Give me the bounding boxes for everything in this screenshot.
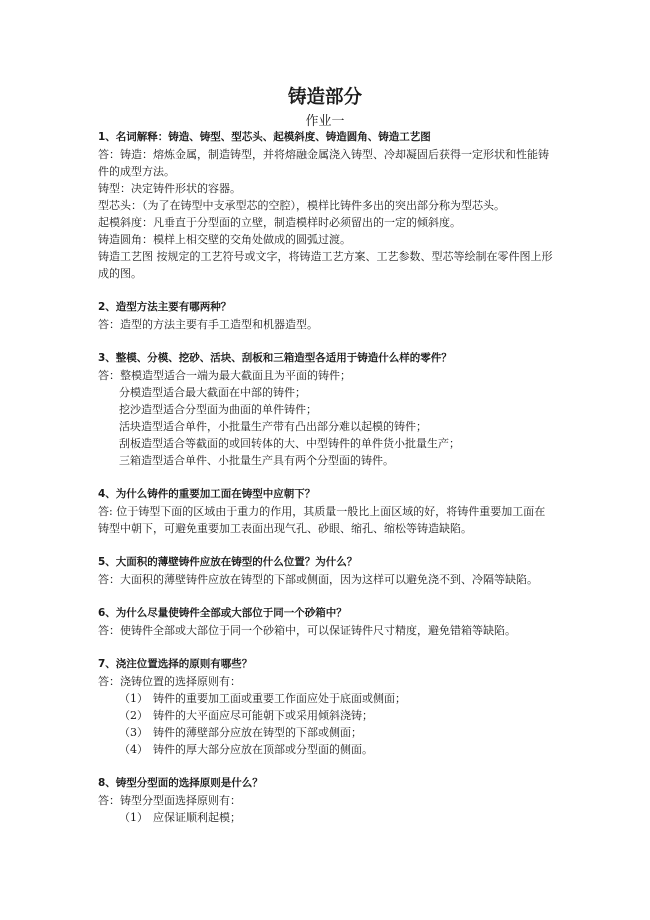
answer-3-line-2: 分模造型适合最大截面在中部的铸件； [119, 386, 306, 399]
list-item [98, 724, 556, 741]
list-item [98, 690, 556, 707]
answer-8-intro: 答：铸型分型面选择原则有： [98, 794, 241, 807]
list-item-text: 铸件的薄壁部分应放在铸型的下部或侧面； [153, 726, 362, 739]
answer-5: 答：大面积的薄壁铸件应放在铸型的下部或侧面，因为这样可以避免浇不到、冷隔等缺陷。 [98, 573, 538, 586]
question-3: 3、整模、分模、挖砂、活块、刮板和三箱造型各适用于铸造什么样的零件？ [98, 352, 452, 364]
list-item-text: 铸件的重要加工面或重要工作面应处于底面或侧面； [153, 692, 406, 705]
page-title: 铸造部分 [287, 87, 362, 108]
answer-3-line-3: 挖沙造型适合分型面为曲面的单件铸件； [119, 403, 317, 416]
list-item-text: 应保证顺利起模； [153, 811, 241, 824]
list-item-number: （3） [119, 726, 148, 739]
answer-3-line-4: 活块造型适合单件，小批量生产带有凸出部分难以起模的铸件； [119, 420, 427, 433]
list-item-number: （1） [119, 692, 148, 705]
page-subtitle: 作业一 [305, 114, 345, 129]
list-item-text: 铸件的厚大部分应放在顶部或分型面的侧面。 [153, 743, 373, 756]
answer-3-line-5: 刮板造型适合等截面的或回转体的大、中型铸件的单件货小批量生产； [119, 437, 460, 450]
list-item [98, 741, 556, 758]
answer-3-line-1: 答：整模造型适合一端为最大截面且为平面的铸件； [98, 369, 351, 382]
answer-1-line-1: 答：铸造：熔炼金属，制造铸型，并将熔融金属浇入铸型、冷却凝固后获得一定形状和性能铸件的成型方法。 [98, 148, 549, 178]
answer-1-line-5: 铸造圆角：模样上相交壁的交角处做成的圆弧过渡。 [98, 233, 351, 246]
list-item-number: （2） [119, 709, 148, 722]
list-item [98, 809, 556, 826]
answer-1-line-6: 铸造工艺图 按规定的工艺符号或文字，将铸造工艺方案、工艺参数、型芯等绘制在零件图上形成的图。 [98, 250, 553, 280]
question-5: 5、大面积的薄壁铸件应放在铸型的什么位置？为什么？ [98, 556, 358, 568]
question-8: 8、铸型分型面的选择原则是什么？ [98, 777, 263, 789]
answer-6: 答：使铸件全部或大部位于同一个砂箱中，可以保证铸件尺寸精度，避免错箱等缺陷。 [98, 624, 516, 637]
list-item-number: （1） [119, 811, 148, 824]
answer-7-intro: 答：浇铸位置的选择原则有： [98, 675, 241, 688]
question-7: 7、浇注位置选择的原则有哪些？ [98, 658, 253, 670]
answer-2: 答：造型的方法主要有手工造型和机器造型。 [98, 318, 318, 331]
answer-4: 答: 位于铸型下面的区域由于重力的作用，其质量一般比上面区域的好，将铸件重要加工面在铸型中朝下，可避免重要加工表面出现气孔、砂眼、缩孔、缩松等铸造缺陷。 [98, 505, 546, 535]
list-item-text: 铸件的大平面应尽可能朝下或采用倾斜浇铸； [153, 709, 373, 722]
question-2: 2、造型方法主要有哪两种？ [98, 301, 232, 313]
answer-3-line-6: 三箱造型适合单件、小批量生产具有两个分型面的铸件。 [119, 454, 394, 467]
answer-1-line-4: 起模斜度：凡垂直于分型面的立壁，制造模样时必须留出的一定的倾斜度。 [98, 216, 461, 229]
answer-1-line-3: 型芯头：（为了在铸型中支承型芯的空腔），模样比铸件多出的突出部分称为型芯头。 [98, 199, 505, 212]
list-item [98, 707, 556, 724]
list-item-number: （4） [119, 743, 148, 756]
document-body [98, 129, 556, 826]
question-6: 6、为什么尽量使铸件全部或大部位于同一个砂箱中？ [98, 607, 347, 619]
answer-1-line-2: 铸型：决定铸件形状的容器。 [98, 182, 241, 195]
question-4: 4、为什么铸件的重要加工面在铸型中应朝下？ [98, 488, 316, 500]
question-1: 1、名词解释：铸造、铸型、型芯头、起模斜度、铸造圆角、铸造工艺图 [98, 131, 431, 143]
